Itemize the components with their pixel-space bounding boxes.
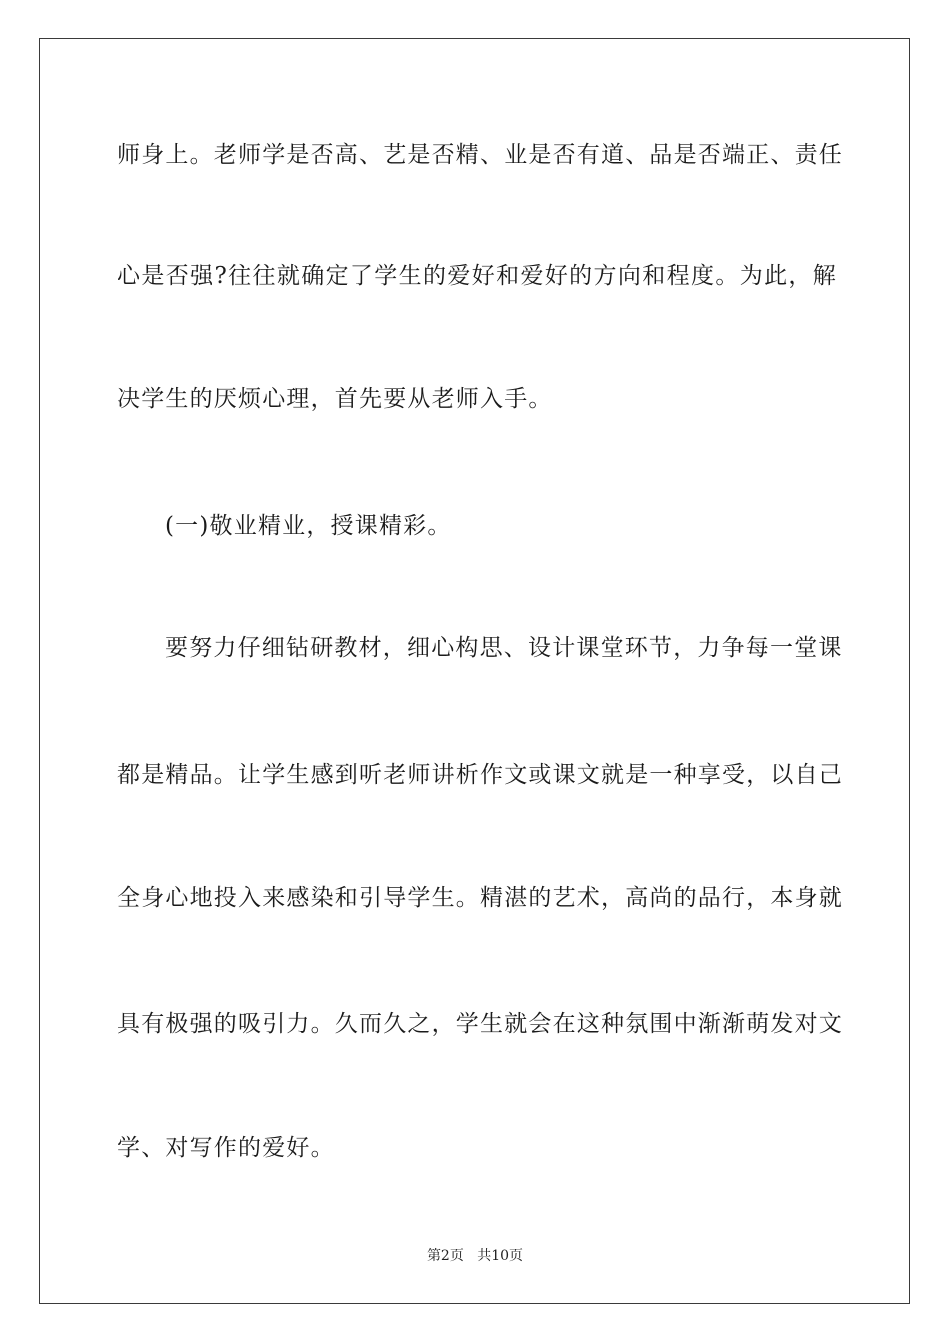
page-footer bbox=[0, 1247, 950, 1265]
body-line-8: 具有极强的吸引力。久而久之，学生就会在这种氛围中渐渐萌发对文 bbox=[117, 1011, 843, 1037]
page-number: 第2页 bbox=[426, 1248, 464, 1264]
body-line-5: 要努力仔细钻研教材，细心构思、设计课堂环节，力争每一堂课 bbox=[165, 635, 843, 661]
body-line-6: 都是精品。让学生感到听老师讲析作文或课文就是一种享受，以自己 bbox=[117, 762, 843, 788]
page-border bbox=[39, 38, 910, 1304]
body-line-3: 决学生的厌烦心理，首先要从老师入手。 bbox=[117, 386, 553, 412]
body-line-2: 心是否强?往往就确定了学生的爱好和爱好的方向和程度。为此，解 bbox=[117, 263, 837, 289]
page-total: 共10页 bbox=[477, 1248, 524, 1264]
section-heading: (一)敬业精业，授课精彩。 bbox=[165, 513, 452, 539]
body-line-1: 师身上。老师学是否高、艺是否精、业是否有道、品是否端正、责任 bbox=[117, 142, 843, 168]
body-line-9: 学、对写作的爱好。 bbox=[117, 1135, 335, 1161]
body-line-7: 全身心地投入来感染和引导学生。精湛的艺术，高尚的品行，本身就 bbox=[117, 885, 843, 911]
